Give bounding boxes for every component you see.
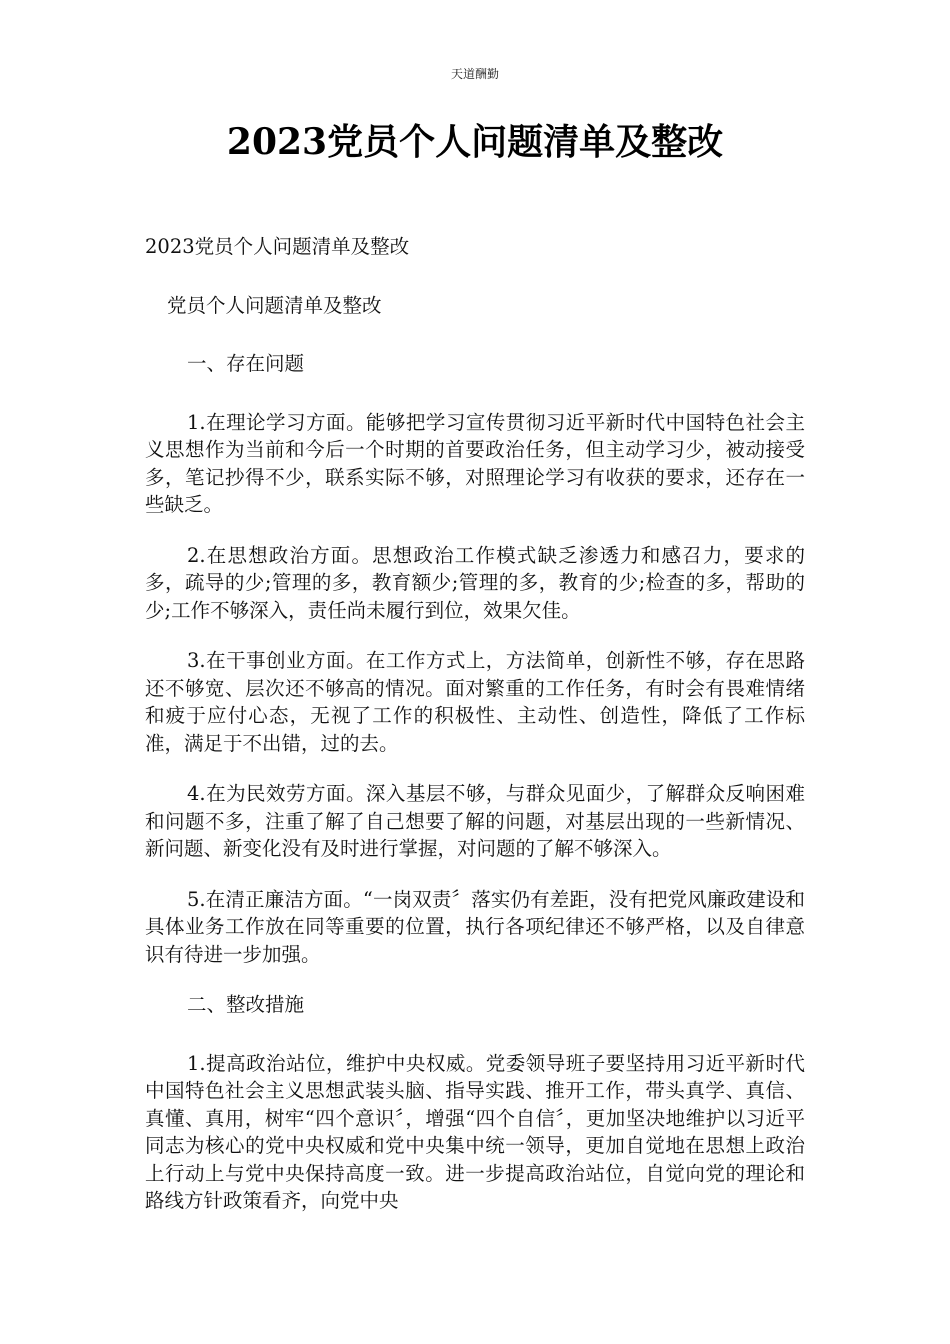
document-body	[145, 233, 805, 1238]
problem-item-3: 3.在干事创业方面。在工作方式上，方法简单，创新性不够，存在思路还不够宽、层次还不够高的情况。面对繁重的工作任务，有时会有畏难情绪和疲于应付心态，无视了工作的积极性、主动性、创造性，降低了工作标准，满足于不出错，过的去。	[145, 649, 805, 755]
document-subtitle: 2023党员个人问题清单及整改	[145, 235, 410, 258]
problem-item-5: 5.在清正廉洁方面。“一岗双责〞落实仍有差距，没有把党风廉政建设和具体业务工作放在同等重要的位置，执行各项纪律还不够严格，以及自律意识有待进一步加强。	[145, 887, 805, 966]
page-header: 天道酬勤	[450, 67, 499, 81]
problem-item-4: 4.在为民效劳方面。深入基层不够，与群众见面少，了解群众反响困难和问题不多，注重了解了自己想要了解的问题，对基层出现的一些新情况、新问题、新变化没有及时进行掌握，对问题的了解不够深入。	[145, 782, 805, 860]
section-heading-problems: 一、存在问题	[187, 352, 305, 375]
measure-item-1: 1.提高政治站位，维护中央权威。党委领导班子要坚持用习近平新时代中国特色社会主义思想武装头脑、指导实践、推开工作，带头真学、真信、真懂、真用，树牢“四个意识〞，增强“四个自信〞，更加坚决地维护以习近平同志为核心的党中央权威和党中央集中统一领导，更加自觉地在思想上政治上行动上与党中央保持高度一致。进一步提高政治站位，自觉向党的理论和路线方针政策看齐，向党中央	[145, 1051, 805, 1212]
problem-item-2: 2.在思想政治方面。思想政治工作模式缺乏渗透力和感召力，要求的多，疏导的少;管理的多，教育额少;管理的多，教育的少;检查的多，帮助的少;工作不够深入，责任尚未履行到位，效果欠佳。	[145, 543, 805, 622]
problem-item-1: 1.在理论学习方面。能够把学习宣传贯彻习近平新时代中国特色社会主义思想作为当前和今后一个时期的首要政治任务，但主动学习少，被动接受多，笔记抄得不少，联系实际不够，对照理论学习有收获的要求，还存在一些缺乏。	[145, 410, 805, 516]
document-subheading: 党员个人问题清单及整改	[167, 293, 382, 317]
document-title: 2023党员个人问题清单及整改	[226, 121, 724, 163]
section-heading-measures: 二、整改措施	[187, 993, 305, 1016]
